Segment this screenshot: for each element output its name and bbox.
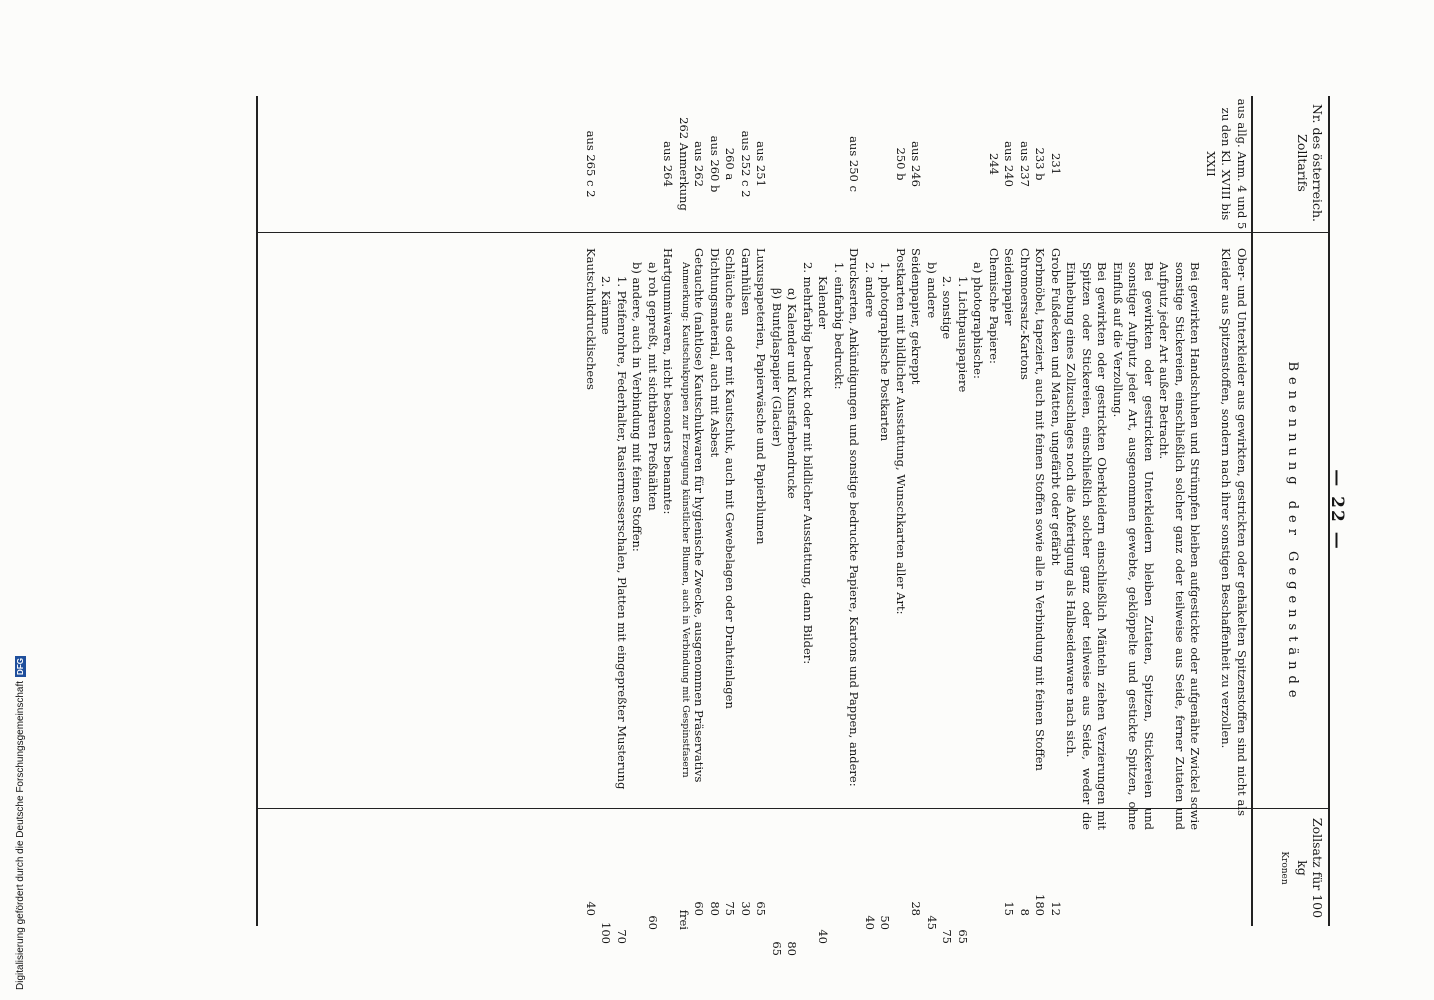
duty-rate: 40 <box>816 929 831 944</box>
table-row <box>800 90 816 930</box>
tariff-number: aus 251 <box>754 141 769 187</box>
duty-rate: 30 <box>739 901 753 916</box>
tariff-number: 233 b <box>1033 147 1048 181</box>
digitization-credit <box>14 595 28 990</box>
header-tariff-number: Nr. des österreich. Zolltarifs <box>1295 103 1325 222</box>
item-description: Postkarten mit bildlicher Ausstattung, Wunschkarten aller Art: <box>894 248 908 615</box>
table-row <box>660 90 676 930</box>
table-row <box>784 90 800 956</box>
tariff-number <box>939 90 955 240</box>
duty-rate: 28 <box>909 901 924 916</box>
table-row <box>1156 90 1203 930</box>
item-description: Kautschukdrucklischees <box>584 248 598 390</box>
item-description: 2. sonstige <box>940 276 955 340</box>
duty-rate: 45 <box>925 915 939 930</box>
table-row <box>986 90 1002 930</box>
header-description: Benennung der Gegenstände <box>1285 361 1300 704</box>
item-description: 1. photographische Postkarten <box>878 262 893 442</box>
tariff-number <box>1063 90 1110 240</box>
table-row <box>970 90 986 930</box>
digitization-credit-text: Digitalisierung gefördert durch die Deutsche Forschungsgemeinschaft <box>15 680 26 990</box>
tariff-number: 244 <box>987 153 1001 175</box>
table-row <box>939 90 955 944</box>
duty-rate: 40 <box>584 901 598 916</box>
duty-rate: 60 <box>646 915 660 930</box>
header-rule <box>1251 96 1253 926</box>
table-row <box>676 90 692 930</box>
tariff-number: aus 265 c 2 <box>584 130 598 198</box>
rotated-page-content <box>165 90 1355 956</box>
top-rule <box>1328 96 1330 926</box>
tariff-number: aus 246 <box>909 141 924 187</box>
table-row <box>1063 90 1110 930</box>
duty-rate: 80 <box>708 901 722 916</box>
table-row <box>598 90 614 944</box>
duty-rate <box>1110 840 1157 952</box>
tariff-number <box>831 90 847 240</box>
duty-rate: 180 <box>1033 894 1048 916</box>
tariff-number: aus 240 <box>1002 141 1017 187</box>
duty-rate: 65 <box>956 929 970 944</box>
table-row <box>614 90 630 944</box>
table-row <box>877 90 893 930</box>
duty-rate <box>831 840 847 952</box>
table-row <box>1001 90 1017 930</box>
table-row <box>815 90 831 944</box>
duty-rate: 60 <box>692 901 707 916</box>
item-description: Seidenpapier <box>1002 248 1017 326</box>
tariff-number: 260 a <box>723 147 738 181</box>
item-description: Dichtungsmaterial, auch mit Asbest <box>708 248 722 458</box>
duty-rate: 8 <box>1018 908 1032 916</box>
table-row <box>924 90 940 930</box>
duty-rate <box>893 826 909 938</box>
bottom-rule <box>256 96 258 926</box>
table-row <box>738 90 754 930</box>
table-row <box>1032 90 1048 930</box>
duty-rate: 65 <box>754 901 769 916</box>
duty-rate: 80 <box>785 941 800 956</box>
header-duty <box>1276 812 1325 924</box>
table-row <box>707 90 723 930</box>
header-duty-unit: Kronen <box>1279 851 1289 885</box>
tariff-number <box>815 90 831 240</box>
tariff-number <box>800 90 816 240</box>
item-description: Grobe Fußdecken und Matten, ungefärbt oder gefärbt <box>1049 248 1063 566</box>
tariff-number <box>877 90 893 240</box>
table-row <box>645 90 661 930</box>
duty-rate: 100 <box>599 922 614 944</box>
item-description: Schläuche aus oder mit Kautschuk, auch mit Gewebelagen oder Drahteinlagen <box>723 248 738 709</box>
duty-rate: 40 <box>863 915 877 930</box>
item-description: 1. Lichtpauspapiere <box>956 276 970 393</box>
tariff-number: aus 260 b <box>708 135 722 193</box>
item-description: b) andere <box>925 262 939 319</box>
duty-rate <box>800 840 816 952</box>
table-row <box>722 90 738 930</box>
item-description: Ober- und Unterkleider aus gewirkten, gestrickten oder gehäkelten Spitzenstoffen sind nicht als Kleider aus Spitzenstoffen, sondern nach ihrer sonstigen Beschaffenheit zu verzollen. <box>1219 248 1249 816</box>
item-description: Korbmöbel, tapeziert, auch mit feinen Stoffen sowie alle in Verbindung mit feinen Stoffen <box>1033 248 1048 771</box>
duty-rate <box>1063 840 1110 952</box>
table-row <box>955 90 971 944</box>
table-row <box>1203 90 1250 930</box>
item-description: Garnhülsen <box>739 248 753 316</box>
item-description: 2. andere <box>863 262 877 318</box>
tariff-number: aus 264 <box>661 141 676 187</box>
table-row <box>583 90 599 930</box>
item-description: 2. Kämme <box>599 276 614 335</box>
table-row <box>629 90 645 930</box>
tariff-table <box>583 90 1250 956</box>
duty-rate <box>986 826 1002 938</box>
item-description: α) Kalender und Kunstfarbendrucke <box>785 288 800 499</box>
tariff-number <box>614 90 630 240</box>
tariff-number <box>1156 90 1203 240</box>
table-row <box>691 90 707 930</box>
duty-rate <box>970 840 986 952</box>
tariff-number: 250 b <box>894 147 908 181</box>
tariff-number <box>924 90 940 240</box>
tariff-number <box>598 90 614 240</box>
table-row <box>1110 90 1157 930</box>
item-description: Seidenpapier, gekreppt <box>909 248 924 385</box>
tariff-number: aus 250 c <box>847 136 862 192</box>
item-description: Chromoersatz-Kartons <box>1018 248 1032 380</box>
dfg-logo-icon: DFG <box>16 658 25 675</box>
tariff-number: aus 252 c 2 <box>739 130 753 198</box>
table-row <box>831 90 847 930</box>
duty-rate: 12 <box>1049 901 1063 916</box>
duty-rate: 75 <box>940 929 955 944</box>
tariff-number <box>645 90 661 240</box>
duty-rate: frei <box>677 909 691 930</box>
duty-rate <box>660 826 676 938</box>
tariff-number <box>769 90 785 240</box>
tariff-number: aus 237 <box>1018 141 1032 187</box>
item-description: Chemische Papiere: <box>987 248 1001 364</box>
item-description: Hartgummiwaren, nicht besonders benannte: <box>661 248 676 515</box>
duty-rate: 70 <box>615 929 629 944</box>
tariff-number <box>970 90 986 240</box>
page-number: — 22 — <box>1327 469 1347 551</box>
duty-rate: 65 <box>770 941 784 956</box>
item-description: b) andere, auch in Verbindung mit feinen Stoffen: <box>630 262 645 552</box>
item-description: Bei gewirkten oder gestrickten Unterkleidern bleiben Zutaten, Spitzen, Stickereien und sonstiger Aufputz jeder Art, ausgenommen gewebte, geklöppelte und gestickte Spitzen, ohne Einfluß auf die Verzollung. <box>1111 262 1156 830</box>
item-description: Bei gewirkten oder gestrickten Oberkleidern einschließlich Mänteln ziehen Verzierungen mit Spitzen oder Stickereien, einschließlich solcher ganz oder teilweise aus Seide, weder die Einhebung eines Zollzuschlages noch die Abfertigung als Halbseidenware nach sich. <box>1064 262 1110 830</box>
duty-rate: 50 <box>878 915 893 930</box>
table-row <box>862 90 878 930</box>
item-description: 1. Pfeifenrohre, Federhalter, Rasiermesserschalen, Platten mit eingepreßter Musterung <box>615 276 629 790</box>
item-description: Getauchte (nahtlose) Kautschukwaren für hygienische Zwecke, ausgenommen Präservativs <box>692 248 707 783</box>
duty-rate <box>1156 840 1203 952</box>
item-description: 2. mehrfarbig bedruckt oder mit bildlicher Ausstattung, dann Bilder: <box>801 262 815 665</box>
duty-rate <box>1203 826 1250 938</box>
duty-rate <box>846 826 862 938</box>
tariff-number <box>955 90 971 240</box>
item-description: β) Buntglaspapier (Glacier) <box>770 288 784 447</box>
table-row <box>908 90 924 930</box>
table-row <box>893 90 909 930</box>
duty-rate: 75 <box>723 901 738 916</box>
table-row <box>753 90 769 930</box>
duty-rate <box>629 840 645 952</box>
tariff-number: 262 Anmerkung <box>677 117 691 211</box>
item-description: Anmerkung: Kautschukpuppen zur Erzeugung künstlicher Blumen, auch in Verbindung mit Gespinstfasern <box>680 262 691 778</box>
tariff-number: 231 <box>1049 153 1063 175</box>
item-description: Druckserten, Ankündigungen und sonstige bedruckte Papiere, Kartons und Pappen, andere: <box>847 248 862 787</box>
tariff-number <box>629 90 645 240</box>
tariff-number <box>1110 90 1157 240</box>
item-description: a) photographische: <box>971 262 986 379</box>
tariff-number <box>784 90 800 240</box>
header-duty-label: Zollsatz für 100 kg <box>1295 817 1325 919</box>
tariff-number <box>862 90 878 240</box>
item-description: 1. einfarbig bedruckt: <box>832 262 846 390</box>
item-description: a) roh gepreßt, mit sichtbaren Preßnähten <box>646 262 660 511</box>
tariff-number: aus 262 <box>692 141 707 187</box>
table-row <box>1048 90 1064 930</box>
tariff-number: aus allg. Anm. 4 und 5 zu den Kl. XVIII bis XXII <box>1204 98 1249 230</box>
table-row <box>769 90 785 956</box>
duty-rate: 15 <box>1002 901 1017 916</box>
item-description: Bei gewirkten Handschuhen und Strümpfen bleiben aufgestickte oder aufgenähte Zwickel sowie sonstige Stickereien, einschließlich solcher ganz oder teilweise aus Seide, ferner Zutaten und Aufputz jeder Art außer Betracht. <box>1157 262 1203 830</box>
table-row <box>1017 90 1033 930</box>
item-description: Kalender <box>816 276 831 330</box>
table-row <box>846 90 862 930</box>
item-description: Luxuspapeterien, Papierwäsche und Papierblumen <box>754 248 769 545</box>
